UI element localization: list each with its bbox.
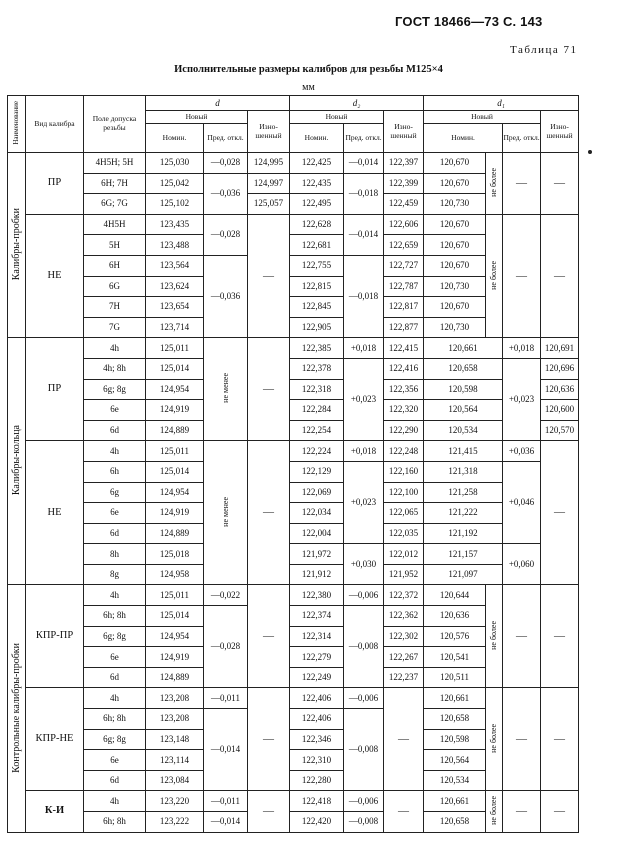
cell-d1-nom: 120,636 bbox=[424, 606, 486, 627]
header-d2-new: Новый bbox=[290, 111, 384, 124]
cell-d2-dev: —0,006 bbox=[344, 791, 384, 812]
cell-d-dev: —0,014 bbox=[204, 812, 248, 833]
cell-d-dev: —0,028 bbox=[204, 214, 248, 255]
cell-d-dev: —0,036 bbox=[204, 173, 248, 214]
header-d: d bbox=[146, 96, 290, 111]
cell-d-nom: 123,714 bbox=[146, 317, 204, 338]
cell-d2-worn: 122,356 bbox=[384, 379, 424, 400]
cell-d-worn: — bbox=[248, 688, 290, 791]
header-name: Наименование bbox=[8, 96, 26, 153]
header-d1-dev: Пред. откл. bbox=[503, 124, 541, 153]
cell-d1-nom: 120,658 bbox=[424, 709, 486, 730]
cell-d2-nom: 122,418 bbox=[290, 791, 344, 812]
cell-d1-worn: — bbox=[541, 441, 579, 585]
caliber-kpr-pr: КПР-ПР bbox=[26, 585, 84, 688]
table-row bbox=[8, 214, 579, 235]
cell-d1-nom: 120,670 bbox=[424, 153, 486, 174]
table-number: Таблица 71 bbox=[510, 44, 578, 56]
cell-d2-worn: 122,035 bbox=[384, 523, 424, 544]
cell-tol: 4h bbox=[84, 338, 146, 359]
cell-d2-nom: 122,249 bbox=[290, 667, 344, 688]
cell-d-nom: 123,220 bbox=[146, 791, 204, 812]
cell-d2-dev: +0,023 bbox=[344, 461, 384, 543]
cell-d-nom: 125,102 bbox=[146, 194, 204, 215]
table-row bbox=[8, 461, 579, 482]
cell-d2-worn: 122,415 bbox=[384, 338, 424, 359]
cell-d2-nom: 122,425 bbox=[290, 153, 344, 174]
cell-d-nom: 124,954 bbox=[146, 379, 204, 400]
cell-d2-nom: 122,314 bbox=[290, 626, 344, 647]
table-row bbox=[8, 585, 579, 606]
cell-d-dev: —0,036 bbox=[204, 255, 248, 337]
cell-d1-worn: 120,600 bbox=[541, 400, 579, 421]
cell-d2-worn: 122,160 bbox=[384, 461, 424, 482]
cell-tol: 6H; 7H bbox=[84, 173, 146, 194]
cell-d2-worn: 122,606 bbox=[384, 214, 424, 235]
cell-d-nom: 124,919 bbox=[146, 503, 204, 524]
cell-d1-nom: 120,598 bbox=[424, 379, 503, 400]
cell-d1-worn: 120,691 bbox=[541, 338, 579, 359]
cell-d2-nom: 122,284 bbox=[290, 400, 344, 421]
table-row bbox=[8, 400, 579, 421]
cell-d2-worn: 122,302 bbox=[384, 626, 424, 647]
cell-d2-worn: 122,248 bbox=[384, 441, 424, 462]
cell-d2-nom: 122,845 bbox=[290, 297, 344, 318]
cell-d2-worn: 122,372 bbox=[384, 585, 424, 606]
cell-tol: 6h; 8h bbox=[84, 812, 146, 833]
header-d2: d₂ bbox=[290, 96, 424, 111]
cell-d1-nom: 120,730 bbox=[424, 194, 486, 215]
header-d1-worn: Изно-шенный bbox=[541, 111, 579, 153]
cell-d2-dev: +0,030 bbox=[344, 544, 384, 585]
cell-d1-nom: 120,670 bbox=[424, 255, 486, 276]
cell-d2-nom: 122,129 bbox=[290, 461, 344, 482]
header-type: Вид калибра bbox=[26, 96, 84, 153]
cell-d-nom: 125,014 bbox=[146, 606, 204, 627]
cell-d-nom: 123,084 bbox=[146, 770, 204, 791]
cell-d2-worn: 122,320 bbox=[384, 400, 424, 421]
cell-tol: 6d bbox=[84, 420, 146, 441]
cell-d2-worn: 122,397 bbox=[384, 153, 424, 174]
cell-d1-dev: — bbox=[503, 688, 541, 791]
header-d2-nom: Номин. bbox=[290, 124, 344, 153]
cell-d1-nom: 120,564 bbox=[424, 400, 503, 421]
cell-d1-nom: 120,564 bbox=[424, 750, 486, 771]
cell-d-dev: —0,028 bbox=[204, 153, 248, 174]
note-not-more: не более bbox=[486, 214, 503, 338]
cell-d2-worn: 122,817 bbox=[384, 297, 424, 318]
cell-d2-nom: 122,406 bbox=[290, 709, 344, 730]
cell-tol: 4h; 8h bbox=[84, 358, 146, 379]
cell-d2-dev: —0,006 bbox=[344, 585, 384, 606]
cell-d2-nom: 122,378 bbox=[290, 358, 344, 379]
cell-tol: 6g; 8g bbox=[84, 626, 146, 647]
cell-d2-nom: 122,034 bbox=[290, 503, 344, 524]
cell-d1-dev: +0,046 bbox=[503, 461, 541, 543]
cell-d-nom: 124,919 bbox=[146, 647, 204, 668]
cell-d1-dev: — bbox=[503, 214, 541, 338]
table-row bbox=[8, 153, 579, 174]
cell-d1-nom: 120,670 bbox=[424, 173, 486, 194]
cell-tol: 8g bbox=[84, 564, 146, 585]
cell-d2-worn: — bbox=[384, 791, 424, 832]
cell-d-nom: 125,014 bbox=[146, 358, 204, 379]
cell-d1-dev: +0,023 bbox=[503, 358, 541, 440]
table-row bbox=[8, 338, 579, 359]
cell-d2-nom: 122,318 bbox=[290, 379, 344, 400]
cell-d2-nom: 122,905 bbox=[290, 317, 344, 338]
cell-tol: 6G; 7G bbox=[84, 194, 146, 215]
cell-tol: 4h bbox=[84, 688, 146, 709]
cell-d2-nom: 122,385 bbox=[290, 338, 344, 359]
cell-d-nom: 123,654 bbox=[146, 297, 204, 318]
cell-tol: 6g bbox=[84, 482, 146, 503]
cell-d-nom: 124,954 bbox=[146, 482, 204, 503]
cell-d-nom: 124,919 bbox=[146, 400, 204, 421]
cell-d2-worn: 122,290 bbox=[384, 420, 424, 441]
cell-d2-nom: 122,280 bbox=[290, 770, 344, 791]
cell-d1-dev: — bbox=[503, 791, 541, 832]
cell-d1-nom: 120,661 bbox=[424, 688, 486, 709]
cell-d2-nom: 122,346 bbox=[290, 729, 344, 750]
cell-tol: 5H bbox=[84, 235, 146, 256]
cell-d2-dev: +0,018 bbox=[344, 441, 384, 462]
cell-tol: 6G bbox=[84, 276, 146, 297]
cell-d2-nom: 121,912 bbox=[290, 564, 344, 585]
cell-d-dev: —0,022 bbox=[204, 585, 248, 606]
cell-d1-nom: 121,258 bbox=[424, 482, 503, 503]
cell-d-nom: 125,011 bbox=[146, 441, 204, 462]
cell-d-nom: 124,954 bbox=[146, 626, 204, 647]
cell-d-worn: — bbox=[248, 585, 290, 688]
header-d-worn: Изно-шенный bbox=[248, 111, 290, 153]
cell-d1-nom: 120,670 bbox=[424, 235, 486, 256]
cell-d2-dev: —0,008 bbox=[344, 709, 384, 791]
cell-d1-dev: +0,018 bbox=[503, 338, 541, 359]
cell-d2-worn: 121,952 bbox=[384, 564, 424, 585]
page-header: ГОСТ 18466—73 С. 143 bbox=[395, 14, 543, 29]
cell-d1-nom: 120,730 bbox=[424, 317, 486, 338]
header-d1-new: Новый bbox=[424, 111, 541, 124]
cell-d2-dev: —0,006 bbox=[344, 688, 384, 709]
cell-d1-nom: 120,661 bbox=[424, 338, 503, 359]
cell-d1-nom: 121,192 bbox=[424, 523, 503, 544]
cell-d2-worn: 122,012 bbox=[384, 544, 424, 565]
cell-d-dev: —0,011 bbox=[204, 791, 248, 812]
cell-tol: 6g; 8g bbox=[84, 379, 146, 400]
cell-d-nom: 123,435 bbox=[146, 214, 204, 235]
cell-d-dev: —0,028 bbox=[204, 606, 248, 688]
table-row bbox=[8, 420, 579, 441]
cell-d1-nom: 120,658 bbox=[424, 358, 503, 379]
cell-d1-worn: — bbox=[541, 153, 579, 215]
cell-d1-nom: 120,534 bbox=[424, 770, 486, 791]
group-plugs: Калибры-пробки bbox=[8, 153, 26, 338]
header-d-new: Новый bbox=[146, 111, 248, 124]
cell-d-nom: 125,030 bbox=[146, 153, 204, 174]
table-row bbox=[8, 544, 579, 565]
cell-d-nom: 125,011 bbox=[146, 585, 204, 606]
cell-tol: 6h; 8h bbox=[84, 709, 146, 730]
cell-d2-dev: —0,018 bbox=[344, 173, 384, 214]
cell-tol: 6d bbox=[84, 523, 146, 544]
table-title: Исполнительные размеры калибров для резьбы М125×4 bbox=[174, 64, 443, 75]
cell-d2-worn: 122,659 bbox=[384, 235, 424, 256]
cell-d1-worn: — bbox=[541, 214, 579, 338]
cell-d2-nom: 122,420 bbox=[290, 812, 344, 833]
table-row bbox=[8, 358, 579, 379]
cell-d1-nom: 121,097 bbox=[424, 564, 503, 585]
cell-d1-nom: 120,670 bbox=[424, 297, 486, 318]
cell-d1-nom: 121,415 bbox=[424, 441, 503, 462]
note-not-more: не более bbox=[486, 791, 503, 832]
cell-tol: 6h bbox=[84, 461, 146, 482]
table-row bbox=[8, 523, 579, 544]
table-row bbox=[8, 482, 579, 503]
cell-tol: 8h bbox=[84, 544, 146, 565]
cell-d-worn: — bbox=[248, 214, 290, 338]
cell-tol: 6e bbox=[84, 647, 146, 668]
cell-d1-nom: 121,157 bbox=[424, 544, 503, 565]
caliber-pr: ПР bbox=[26, 153, 84, 215]
note-not-more: не более bbox=[486, 153, 503, 215]
cell-d-nom: 123,114 bbox=[146, 750, 204, 771]
group-rings: Калибры-кольца bbox=[8, 338, 26, 585]
cell-tol: 4h bbox=[84, 441, 146, 462]
cell-d1-dev: — bbox=[503, 585, 541, 688]
cell-d2-nom: 122,435 bbox=[290, 173, 344, 194]
cell-d2-nom: 122,310 bbox=[290, 750, 344, 771]
cell-tol: 4h bbox=[84, 791, 146, 812]
cell-tol: 6H bbox=[84, 255, 146, 276]
cell-d1-nom: 120,576 bbox=[424, 626, 486, 647]
cell-d-nom: 125,018 bbox=[146, 544, 204, 565]
cell-d-nom: 124,889 bbox=[146, 523, 204, 544]
cell-d2-nom: 122,069 bbox=[290, 482, 344, 503]
cell-d1-dev: +0,060 bbox=[503, 544, 541, 585]
cell-d2-dev: —0,014 bbox=[344, 214, 384, 255]
note-not-more: не более bbox=[486, 688, 503, 791]
note-not-less: не менее bbox=[204, 441, 248, 585]
cell-d2-worn: 122,399 bbox=[384, 173, 424, 194]
table-row bbox=[8, 688, 579, 709]
cell-d2-worn: — bbox=[384, 688, 424, 791]
table-row bbox=[8, 503, 579, 524]
cell-tol: 7G bbox=[84, 317, 146, 338]
cell-tol: 6e bbox=[84, 750, 146, 771]
cell-tol: 6d bbox=[84, 770, 146, 791]
cell-d2-dev: +0,023 bbox=[344, 358, 384, 440]
note-not-less: не менее bbox=[204, 338, 248, 441]
cell-d2-dev: —0,008 bbox=[344, 606, 384, 688]
cell-d2-nom: 122,628 bbox=[290, 214, 344, 235]
caliber-k-i: К-И bbox=[26, 791, 84, 832]
cell-d2-dev: —0,018 bbox=[344, 255, 384, 337]
cell-d2-nom: 122,406 bbox=[290, 688, 344, 709]
cell-d1-nom: 120,730 bbox=[424, 276, 486, 297]
cell-d2-worn: 122,362 bbox=[384, 606, 424, 627]
cell-d1-worn: — bbox=[541, 688, 579, 791]
table-row bbox=[8, 564, 579, 585]
header-d2-dev: Пред. откл. bbox=[344, 124, 384, 153]
cell-d1-nom: 120,644 bbox=[424, 585, 486, 606]
cell-d-nom: 124,958 bbox=[146, 564, 204, 585]
caliber-kpr-ne: КПР-НЕ bbox=[26, 688, 84, 791]
cell-d2-worn: 122,267 bbox=[384, 647, 424, 668]
cell-d2-worn: 122,787 bbox=[384, 276, 424, 297]
cell-tol: 4H5H; 5H bbox=[84, 153, 146, 174]
cell-d2-worn: 122,065 bbox=[384, 503, 424, 524]
note-not-more: не более bbox=[486, 585, 503, 688]
cell-tol: 4h bbox=[84, 585, 146, 606]
cell-d2-worn: 122,100 bbox=[384, 482, 424, 503]
margin-dot bbox=[588, 150, 592, 154]
cell-d2-dev: +0,018 bbox=[344, 338, 384, 359]
cell-d-nom: 123,208 bbox=[146, 709, 204, 730]
cell-d1-dev: +0,036 bbox=[503, 441, 541, 462]
cell-d1-nom: 120,661 bbox=[424, 791, 486, 812]
cell-d-dev: —0,014 bbox=[204, 709, 248, 791]
cell-tol: 4H5H bbox=[84, 214, 146, 235]
cell-d-worn: 124,995 bbox=[248, 153, 290, 174]
header-tolerance: Поле допуска резьбы bbox=[84, 96, 146, 153]
cell-d-nom: 123,148 bbox=[146, 729, 204, 750]
cell-d-nom: 123,488 bbox=[146, 235, 204, 256]
cell-d-nom: 125,042 bbox=[146, 173, 204, 194]
caliber-ne: НЕ bbox=[26, 441, 84, 585]
cell-d2-nom: 122,004 bbox=[290, 523, 344, 544]
cell-tol: 6g; 8g bbox=[84, 729, 146, 750]
cell-d2-dev: —0,008 bbox=[344, 812, 384, 833]
cell-d2-nom: 122,815 bbox=[290, 276, 344, 297]
table-row bbox=[8, 379, 579, 400]
caliber-ne: НЕ bbox=[26, 214, 84, 338]
cell-d1-dev: — bbox=[503, 153, 541, 215]
group-control: Контрольные калибры-пробки bbox=[8, 585, 26, 832]
cell-d2-nom: 122,374 bbox=[290, 606, 344, 627]
cell-tol: 6h; 8h bbox=[84, 606, 146, 627]
cell-d2-worn: 122,459 bbox=[384, 194, 424, 215]
cell-d-worn: 125,057 bbox=[248, 194, 290, 215]
cell-d-nom: 124,889 bbox=[146, 420, 204, 441]
cell-d-nom: 124,889 bbox=[146, 667, 204, 688]
cell-d-worn: — bbox=[248, 791, 290, 832]
cell-d2-dev: —0,014 bbox=[344, 153, 384, 174]
cell-d-worn: — bbox=[248, 441, 290, 585]
cell-d1-nom: 120,670 bbox=[424, 214, 486, 235]
cell-d1-worn: 120,696 bbox=[541, 358, 579, 379]
header-d2-worn: Изно-шенный bbox=[384, 111, 424, 153]
cell-d2-worn: 122,877 bbox=[384, 317, 424, 338]
cell-d-nom: 123,624 bbox=[146, 276, 204, 297]
cell-d-worn: — bbox=[248, 338, 290, 441]
cell-d2-worn: 122,416 bbox=[384, 358, 424, 379]
cell-d1-worn: 120,636 bbox=[541, 379, 579, 400]
cell-d1-worn: 120,570 bbox=[541, 420, 579, 441]
unit-label: мм bbox=[302, 82, 315, 93]
header-d1-nom: Номин. bbox=[424, 124, 503, 153]
cell-d-worn: 124,997 bbox=[248, 173, 290, 194]
cell-tol: 7H bbox=[84, 297, 146, 318]
cell-d1-nom: 121,222 bbox=[424, 503, 503, 524]
cell-d2-nom: 121,972 bbox=[290, 544, 344, 565]
header-d-nom: Номин. bbox=[146, 124, 204, 153]
cell-d-dev: —0,011 bbox=[204, 688, 248, 709]
caliber-pr: ПР bbox=[26, 338, 84, 441]
dimensions-table bbox=[7, 95, 579, 833]
header-d-dev: Пред. откл. bbox=[204, 124, 248, 153]
cell-d2-nom: 122,495 bbox=[290, 194, 344, 215]
cell-d1-worn: — bbox=[541, 585, 579, 688]
cell-d2-nom: 122,380 bbox=[290, 585, 344, 606]
cell-d-nom: 125,011 bbox=[146, 338, 204, 359]
cell-d2-nom: 122,755 bbox=[290, 255, 344, 276]
cell-d2-nom: 122,279 bbox=[290, 647, 344, 668]
cell-d2-nom: 122,224 bbox=[290, 441, 344, 462]
cell-d1-nom: 120,511 bbox=[424, 667, 486, 688]
cell-d1-nom: 120,658 bbox=[424, 812, 486, 833]
cell-d-nom: 123,222 bbox=[146, 812, 204, 833]
cell-d-nom: 125,014 bbox=[146, 461, 204, 482]
cell-tol: 6e bbox=[84, 503, 146, 524]
cell-d-nom: 123,208 bbox=[146, 688, 204, 709]
table-row bbox=[8, 791, 579, 812]
cell-d1-nom: 120,541 bbox=[424, 647, 486, 668]
cell-d2-nom: 122,254 bbox=[290, 420, 344, 441]
cell-d2-worn: 122,727 bbox=[384, 255, 424, 276]
table-row bbox=[8, 441, 579, 462]
cell-tol: 6e bbox=[84, 400, 146, 421]
cell-d1-nom: 120,534 bbox=[424, 420, 503, 441]
cell-d-nom: 123,564 bbox=[146, 255, 204, 276]
cell-d1-worn: — bbox=[541, 791, 579, 832]
cell-d1-nom: 121,318 bbox=[424, 461, 503, 482]
cell-d2-nom: 122,681 bbox=[290, 235, 344, 256]
cell-d1-nom: 120,598 bbox=[424, 729, 486, 750]
cell-tol: 6d bbox=[84, 667, 146, 688]
header-d1: d₁ bbox=[424, 96, 579, 111]
cell-d2-worn: 122,237 bbox=[384, 667, 424, 688]
